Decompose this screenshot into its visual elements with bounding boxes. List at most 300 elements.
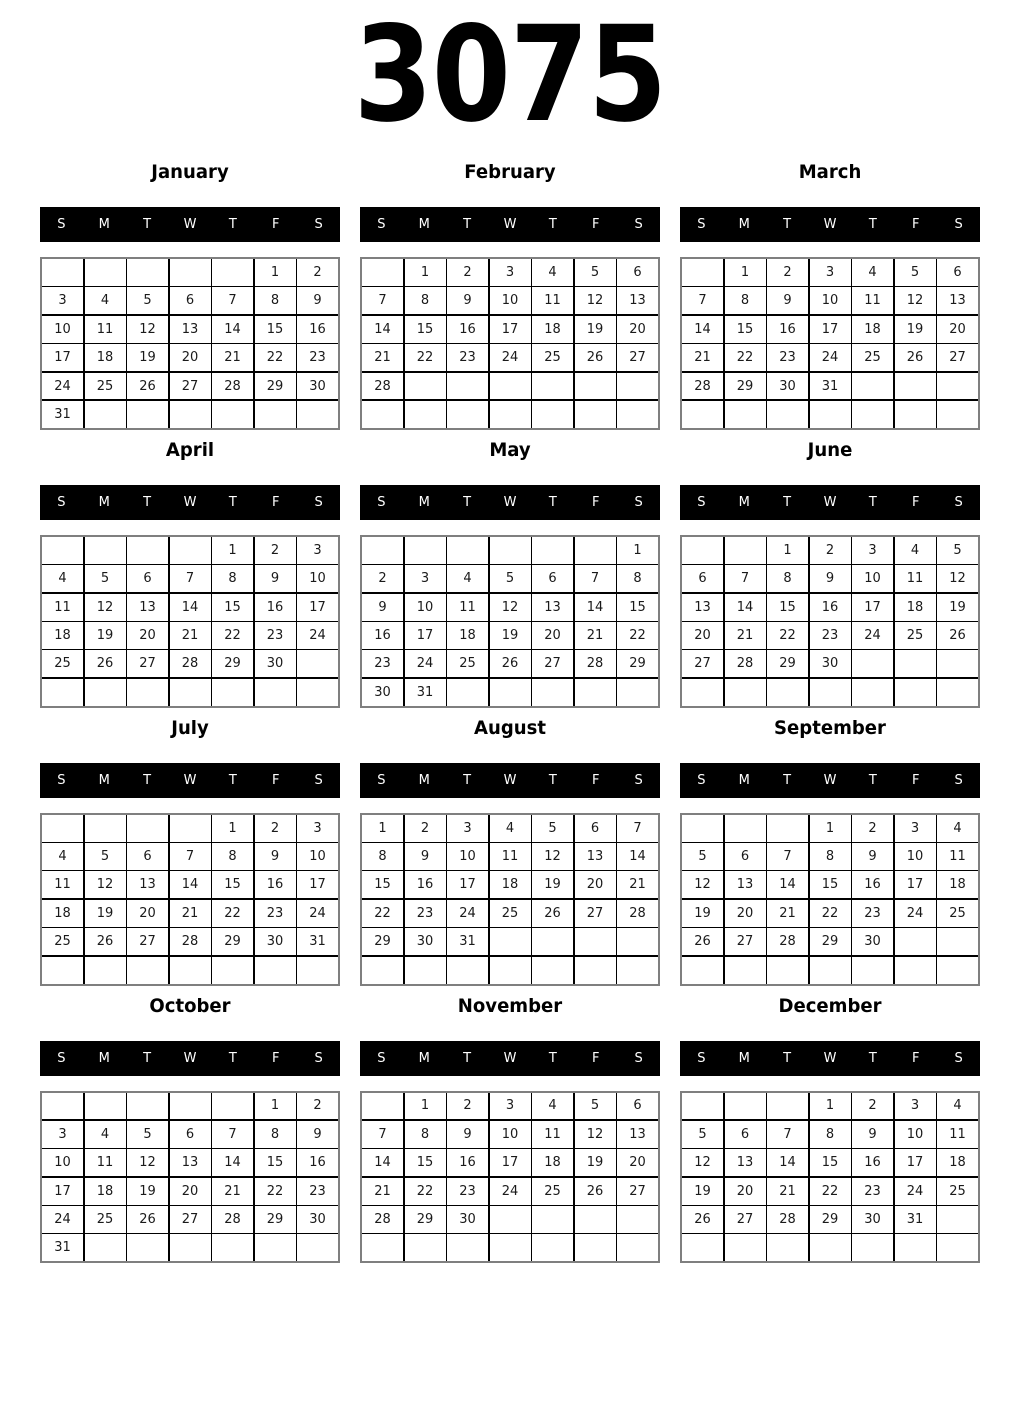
day-cell: 20 <box>170 1178 211 1205</box>
day-cell: 31 <box>447 928 488 955</box>
weekday-header <box>360 1041 660 1076</box>
weekday-label: S <box>634 217 643 232</box>
day-cell: 11 <box>895 565 936 592</box>
day-cell: 14 <box>362 1149 403 1176</box>
day-cell: 11 <box>937 1121 978 1148</box>
weekday-label: F <box>591 1050 600 1066</box>
day-cell: 3 <box>895 1093 936 1120</box>
day-cell-empty <box>617 373 658 400</box>
month-march <box>680 161 980 430</box>
day-cell: 18 <box>532 316 573 343</box>
day-cell: 28 <box>575 650 616 677</box>
day-cell-empty <box>682 1234 723 1261</box>
day-cell: 13 <box>725 1149 766 1176</box>
weekday-header <box>680 763 980 798</box>
day-cell-empty <box>170 537 211 564</box>
day-cell-empty <box>490 401 531 428</box>
day-cell: 27 <box>170 373 211 400</box>
day-cell: 26 <box>895 344 936 371</box>
day-cell: 3 <box>297 815 338 842</box>
day-cell: 13 <box>937 287 978 314</box>
day-cell: 11 <box>532 1121 573 1148</box>
day-cell: 4 <box>852 259 893 286</box>
day-cell-empty <box>937 401 978 428</box>
weekday-label: T <box>868 494 877 510</box>
day-cell: 15 <box>362 871 403 898</box>
day-cell-empty <box>767 679 808 706</box>
day-cell: 6 <box>532 565 573 592</box>
day-cell: 24 <box>297 900 338 927</box>
day-cell: 30 <box>852 928 893 955</box>
day-cell: 4 <box>895 537 936 564</box>
day-cell: 30 <box>767 373 808 400</box>
day-cell-empty <box>42 1093 83 1120</box>
day-cell: 4 <box>42 565 83 592</box>
day-cell: 3 <box>490 259 531 286</box>
day-cell-empty <box>532 928 573 955</box>
day-cell: 29 <box>362 928 403 955</box>
day-cell: 21 <box>170 900 211 927</box>
day-cell: 23 <box>255 900 296 927</box>
day-cell-empty <box>895 373 936 400</box>
month-name: July <box>171 716 209 739</box>
day-cell: 22 <box>255 344 296 371</box>
day-cell: 29 <box>405 1206 446 1233</box>
day-cell: 27 <box>617 1178 658 1205</box>
day-cell: 25 <box>42 650 83 677</box>
day-cell: 20 <box>127 622 168 649</box>
weekday-label: T <box>228 494 237 510</box>
day-cell-empty <box>937 928 978 955</box>
day-grid <box>680 257 980 430</box>
day-cell-empty <box>937 650 978 677</box>
day-cell-empty <box>297 401 338 428</box>
day-cell-empty <box>447 679 488 706</box>
day-cell: 17 <box>447 871 488 898</box>
day-cell: 14 <box>212 316 253 343</box>
day-cell: 11 <box>852 287 893 314</box>
day-cell: 9 <box>362 594 403 621</box>
weekday-label: F <box>911 1050 920 1066</box>
day-cell: 15 <box>405 316 446 343</box>
day-cell: 28 <box>767 1206 808 1233</box>
day-cell: 29 <box>725 373 766 400</box>
day-cell: 22 <box>810 900 851 927</box>
weekday-label: M <box>98 1050 110 1066</box>
day-cell: 27 <box>170 1206 211 1233</box>
day-cell: 7 <box>170 565 211 592</box>
day-cell: 17 <box>297 871 338 898</box>
day-cell: 30 <box>255 650 296 677</box>
day-cell-empty <box>85 957 126 984</box>
day-cell: 8 <box>810 1121 851 1148</box>
day-cell-empty <box>682 957 723 984</box>
day-cell: 9 <box>852 1121 893 1148</box>
day-cell: 15 <box>767 594 808 621</box>
day-cell-empty <box>532 373 573 400</box>
day-cell: 13 <box>575 843 616 870</box>
weekday-label: S <box>314 494 323 510</box>
day-cell: 6 <box>617 259 658 286</box>
day-cell: 23 <box>447 1178 488 1205</box>
day-cell: 16 <box>767 316 808 343</box>
day-cell: 21 <box>767 1178 808 1205</box>
day-cell: 2 <box>447 259 488 286</box>
day-cell: 7 <box>212 287 253 314</box>
weekday-label: T <box>868 1050 877 1066</box>
weekday-label: S <box>57 217 66 232</box>
weekday-header <box>360 485 660 520</box>
day-cell: 4 <box>937 1093 978 1120</box>
weekday-label: W <box>503 772 517 788</box>
day-cell: 31 <box>895 1206 936 1233</box>
day-cell: 31 <box>405 679 446 706</box>
day-cell-empty <box>725 1093 766 1120</box>
day-cell: 7 <box>617 815 658 842</box>
weekday-label: M <box>738 1050 750 1066</box>
day-cell-empty <box>170 957 211 984</box>
day-cell: 5 <box>682 843 723 870</box>
day-cell-empty <box>85 679 126 706</box>
day-cell: 10 <box>895 843 936 870</box>
day-cell-empty <box>810 679 851 706</box>
day-cell: 22 <box>405 1178 446 1205</box>
day-cell: 3 <box>297 537 338 564</box>
day-grid <box>680 813 980 986</box>
weekday-header <box>40 1041 340 1076</box>
day-cell-empty <box>405 1234 446 1261</box>
day-cell-empty <box>362 1093 403 1120</box>
month-name: November <box>457 994 563 1017</box>
weekday-label: F <box>591 494 600 510</box>
day-cell: 21 <box>617 871 658 898</box>
day-cell: 5 <box>127 1121 168 1148</box>
day-cell-empty <box>575 957 616 984</box>
day-grid <box>40 257 340 430</box>
weekday-label: T <box>548 1050 557 1066</box>
day-cell-empty <box>767 401 808 428</box>
day-cell: 10 <box>895 1121 936 1148</box>
weekday-header <box>680 485 980 520</box>
day-cell: 20 <box>725 900 766 927</box>
day-cell: 10 <box>810 287 851 314</box>
day-cell: 10 <box>297 565 338 592</box>
weekday-label: T <box>868 217 877 232</box>
day-cell-empty <box>170 815 211 842</box>
weekday-label: F <box>271 217 280 232</box>
day-cell: 21 <box>212 344 253 371</box>
day-cell: 25 <box>937 900 978 927</box>
day-cell: 18 <box>895 594 936 621</box>
day-cell-empty <box>810 1234 851 1261</box>
day-cell: 26 <box>85 928 126 955</box>
day-cell: 1 <box>617 537 658 564</box>
day-cell: 12 <box>532 843 573 870</box>
weekday-label: T <box>548 772 557 788</box>
day-cell: 16 <box>255 594 296 621</box>
day-cell: 26 <box>490 650 531 677</box>
day-cell-empty <box>212 259 253 286</box>
day-cell: 6 <box>170 287 211 314</box>
day-cell: 22 <box>725 344 766 371</box>
weekday-label: M <box>738 772 750 788</box>
day-cell: 24 <box>895 1178 936 1205</box>
day-cell: 17 <box>42 1178 83 1205</box>
day-cell: 7 <box>767 1121 808 1148</box>
day-cell: 11 <box>532 287 573 314</box>
day-cell: 2 <box>810 537 851 564</box>
day-cell: 19 <box>682 900 723 927</box>
day-cell-empty <box>42 957 83 984</box>
day-cell-empty <box>682 537 723 564</box>
day-cell-empty <box>575 1234 616 1261</box>
day-cell-empty <box>617 679 658 706</box>
day-cell: 4 <box>85 287 126 314</box>
day-cell: 12 <box>490 594 531 621</box>
day-cell: 8 <box>255 1121 296 1148</box>
day-cell: 11 <box>937 843 978 870</box>
weekday-label: S <box>57 772 66 788</box>
day-cell-empty <box>490 679 531 706</box>
day-cell-empty <box>447 401 488 428</box>
day-cell-empty <box>532 537 573 564</box>
day-cell: 1 <box>810 1093 851 1120</box>
day-cell: 16 <box>362 622 403 649</box>
day-cell: 26 <box>127 373 168 400</box>
year-title: 3075 <box>353 0 667 152</box>
day-cell: 14 <box>575 594 616 621</box>
day-cell-empty <box>895 928 936 955</box>
day-cell: 3 <box>42 287 83 314</box>
day-cell-empty <box>447 1234 488 1261</box>
day-cell: 13 <box>127 594 168 621</box>
day-cell-empty <box>255 679 296 706</box>
day-grid <box>360 813 660 986</box>
day-cell-empty <box>42 815 83 842</box>
day-cell-empty <box>127 679 168 706</box>
day-cell: 1 <box>255 1093 296 1120</box>
day-cell: 2 <box>767 259 808 286</box>
weekday-label: M <box>98 772 110 788</box>
weekday-label: S <box>377 494 386 510</box>
weekday-label: T <box>143 1050 152 1066</box>
day-cell-empty <box>85 401 126 428</box>
day-cell: 28 <box>617 900 658 927</box>
weekday-label: W <box>823 772 837 788</box>
day-cell: 19 <box>575 1149 616 1176</box>
day-cell: 13 <box>532 594 573 621</box>
day-grid <box>40 1091 340 1264</box>
day-cell-empty <box>617 401 658 428</box>
day-cell-empty <box>297 679 338 706</box>
weekday-label: T <box>143 494 152 510</box>
month-name: December <box>778 994 882 1017</box>
day-cell-empty <box>895 650 936 677</box>
weekday-label: M <box>738 217 750 232</box>
weekday-label: T <box>463 217 472 232</box>
day-cell: 7 <box>362 287 403 314</box>
day-cell: 17 <box>810 316 851 343</box>
day-cell: 23 <box>255 622 296 649</box>
day-cell: 19 <box>490 622 531 649</box>
day-cell-empty <box>127 401 168 428</box>
weekday-label: T <box>783 1050 792 1066</box>
weekday-label: F <box>271 494 280 510</box>
month-name: June <box>807 438 853 461</box>
day-cell-empty <box>490 373 531 400</box>
day-cell: 8 <box>212 565 253 592</box>
day-cell-empty <box>852 957 893 984</box>
day-cell-empty <box>362 957 403 984</box>
day-cell: 18 <box>85 344 126 371</box>
day-cell: 7 <box>212 1121 253 1148</box>
day-cell: 5 <box>937 537 978 564</box>
day-cell: 13 <box>682 594 723 621</box>
day-cell-empty <box>937 957 978 984</box>
day-cell: 1 <box>725 259 766 286</box>
day-cell: 26 <box>937 622 978 649</box>
day-cell: 17 <box>297 594 338 621</box>
day-cell-empty <box>617 957 658 984</box>
day-cell-empty <box>170 1234 211 1261</box>
day-cell: 12 <box>127 316 168 343</box>
weekday-label: W <box>503 1050 517 1066</box>
day-cell-empty <box>127 1234 168 1261</box>
day-cell: 18 <box>42 622 83 649</box>
day-cell: 29 <box>617 650 658 677</box>
weekday-label: S <box>377 1050 386 1066</box>
month-name: April <box>165 438 215 461</box>
day-cell: 11 <box>85 316 126 343</box>
day-cell: 9 <box>447 1121 488 1148</box>
day-cell: 18 <box>937 1149 978 1176</box>
day-cell: 29 <box>810 928 851 955</box>
day-cell: 29 <box>255 373 296 400</box>
day-cell-empty <box>532 1206 573 1233</box>
day-cell: 21 <box>682 344 723 371</box>
day-cell-empty <box>617 928 658 955</box>
day-cell: 3 <box>895 815 936 842</box>
day-cell: 9 <box>405 843 446 870</box>
weekday-label: M <box>418 772 430 788</box>
day-cell-empty <box>575 537 616 564</box>
day-cell: 6 <box>127 843 168 870</box>
day-grid <box>40 813 340 986</box>
day-cell: 13 <box>617 287 658 314</box>
day-cell: 11 <box>490 843 531 870</box>
day-cell: 22 <box>617 622 658 649</box>
day-cell: 28 <box>362 373 403 400</box>
day-cell: 14 <box>170 594 211 621</box>
day-cell-empty <box>895 1234 936 1261</box>
day-cell-empty <box>85 815 126 842</box>
day-cell: 18 <box>447 622 488 649</box>
day-cell: 3 <box>447 815 488 842</box>
day-cell: 15 <box>255 316 296 343</box>
weekday-label: W <box>823 494 837 510</box>
day-cell-empty <box>170 401 211 428</box>
day-cell: 2 <box>255 815 296 842</box>
day-cell: 25 <box>490 900 531 927</box>
day-cell: 4 <box>490 815 531 842</box>
day-cell-empty <box>532 401 573 428</box>
day-cell: 27 <box>127 650 168 677</box>
day-cell: 13 <box>170 316 211 343</box>
day-cell-empty <box>725 815 766 842</box>
day-cell-empty <box>810 401 851 428</box>
day-cell: 14 <box>767 1149 808 1176</box>
day-cell: 23 <box>297 1178 338 1205</box>
day-cell: 3 <box>42 1121 83 1148</box>
day-cell-empty <box>490 928 531 955</box>
day-cell-empty <box>490 1234 531 1261</box>
day-cell-empty <box>490 957 531 984</box>
day-cell: 12 <box>937 565 978 592</box>
day-cell-empty <box>212 679 253 706</box>
day-cell: 16 <box>852 1149 893 1176</box>
month-name: October <box>149 994 231 1017</box>
day-cell: 19 <box>682 1178 723 1205</box>
month-september <box>680 717 980 986</box>
day-cell: 4 <box>532 259 573 286</box>
weekday-label: F <box>591 217 600 232</box>
day-cell: 5 <box>895 259 936 286</box>
day-cell-empty <box>767 1093 808 1120</box>
weekday-label: F <box>911 772 920 788</box>
day-cell: 2 <box>447 1093 488 1120</box>
day-cell-empty <box>725 1234 766 1261</box>
day-cell: 28 <box>170 650 211 677</box>
day-cell-empty <box>575 1206 616 1233</box>
day-cell: 25 <box>937 1178 978 1205</box>
day-cell-empty <box>937 373 978 400</box>
day-cell: 3 <box>405 565 446 592</box>
day-cell: 26 <box>127 1206 168 1233</box>
weekday-label: S <box>954 217 963 232</box>
day-cell-empty <box>682 815 723 842</box>
weekday-label: T <box>228 1050 237 1066</box>
day-cell-empty <box>852 650 893 677</box>
day-cell: 12 <box>682 871 723 898</box>
day-cell: 10 <box>490 1121 531 1148</box>
weekday-label: T <box>783 217 792 232</box>
day-cell: 27 <box>575 900 616 927</box>
day-cell-empty <box>937 679 978 706</box>
day-cell: 20 <box>170 344 211 371</box>
weekday-label: S <box>697 772 706 788</box>
day-cell-empty <box>170 1093 211 1120</box>
day-cell-empty <box>682 259 723 286</box>
day-cell: 9 <box>447 287 488 314</box>
day-cell: 6 <box>127 565 168 592</box>
day-cell-empty <box>852 401 893 428</box>
day-grid <box>680 535 980 708</box>
day-cell: 27 <box>937 344 978 371</box>
day-cell: 7 <box>682 287 723 314</box>
day-cell: 25 <box>447 650 488 677</box>
day-cell: 5 <box>85 565 126 592</box>
day-cell-empty <box>937 1206 978 1233</box>
weekday-label: S <box>314 772 323 788</box>
month-june <box>680 439 980 708</box>
weekday-label: S <box>697 494 706 510</box>
weekday-header <box>40 207 340 242</box>
month-name: February <box>464 161 556 183</box>
month-february <box>360 161 660 430</box>
day-cell-empty <box>127 957 168 984</box>
day-cell-empty <box>42 259 83 286</box>
day-cell: 9 <box>852 843 893 870</box>
